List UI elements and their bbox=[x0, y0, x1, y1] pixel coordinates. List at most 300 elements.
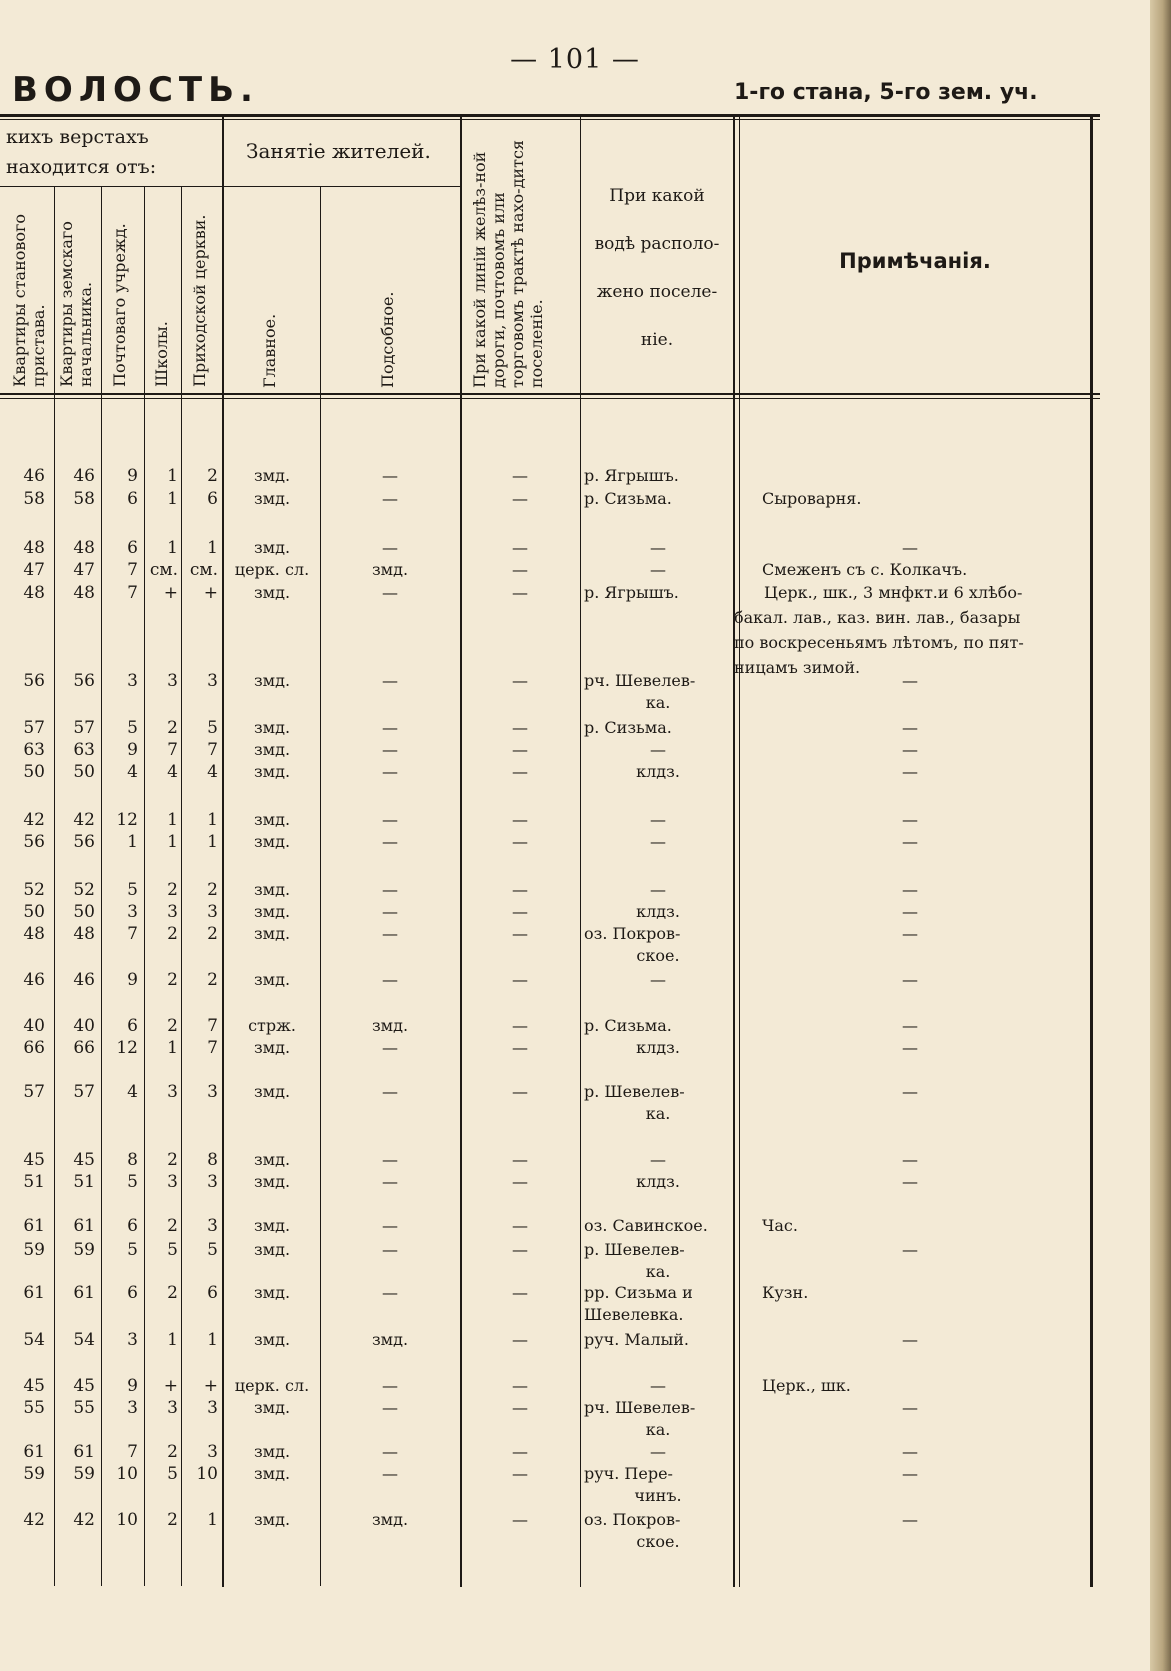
table-cell: 57 bbox=[73, 1082, 95, 1102]
table-cell: 10 bbox=[116, 1510, 138, 1530]
table-cell: — bbox=[512, 924, 528, 943]
table-cell: — bbox=[512, 740, 528, 759]
table-cell: 5 bbox=[127, 1172, 138, 1192]
table-cell: 66 bbox=[73, 1038, 95, 1058]
table-cell: — bbox=[382, 1442, 398, 1461]
table-cell: — bbox=[382, 924, 398, 943]
table-cell: 48 bbox=[73, 538, 95, 558]
water-cell: р. Сизьма. bbox=[584, 718, 672, 737]
table-cell: 50 bbox=[73, 902, 95, 922]
table-cell: змд. bbox=[253, 583, 291, 602]
table-cell: змд. bbox=[253, 740, 291, 759]
table-cell: — bbox=[512, 1376, 528, 1395]
table-cell: змд. bbox=[253, 810, 291, 829]
table-cell: — bbox=[902, 740, 918, 759]
table-cell: — bbox=[512, 1172, 528, 1191]
table-cell: 50 bbox=[73, 762, 95, 782]
table-cell: 55 bbox=[23, 1398, 45, 1418]
table-cell: 63 bbox=[23, 740, 45, 760]
table-cell: 7 bbox=[207, 1038, 218, 1058]
table-cell: 6 bbox=[127, 1016, 138, 1036]
table-cell: змд. bbox=[253, 1464, 291, 1483]
table-cell: 1 bbox=[167, 810, 178, 830]
water-cell: р. Шевелев- bbox=[584, 1082, 685, 1101]
table-cell: 2 bbox=[167, 880, 178, 900]
table-cell: — bbox=[512, 538, 528, 557]
table-cell: 46 bbox=[23, 466, 45, 486]
table-cell: 7 bbox=[127, 583, 138, 603]
table-cell: 7 bbox=[127, 1442, 138, 1462]
table-cell: 12 bbox=[116, 810, 138, 830]
table-cell: 3 bbox=[167, 1082, 178, 1102]
table-cell: — bbox=[902, 718, 918, 737]
table-cell: 3 bbox=[127, 902, 138, 922]
column-rule bbox=[320, 186, 321, 1586]
table-cell: 1 bbox=[167, 489, 178, 509]
table-cell: 6 bbox=[127, 1283, 138, 1303]
table-cell: змд. bbox=[253, 902, 291, 921]
table-cell: змд. bbox=[253, 466, 291, 485]
water-cell: — bbox=[650, 810, 666, 829]
table-cell: — bbox=[382, 1240, 398, 1259]
table-cell: 1 bbox=[207, 1510, 218, 1530]
table-cell: — bbox=[512, 880, 528, 899]
page-number: — 101 — bbox=[510, 44, 640, 75]
table-cell: 5 bbox=[127, 880, 138, 900]
table-cell: змд. bbox=[371, 1016, 409, 1035]
water-cell: клдз. bbox=[636, 762, 680, 781]
table-cell: 1 bbox=[167, 1038, 178, 1058]
table-cell: — bbox=[512, 970, 528, 989]
table-cell: — bbox=[902, 1038, 918, 1057]
table-cell: — bbox=[512, 832, 528, 851]
table-cell: 47 bbox=[73, 560, 95, 580]
table-cell: 61 bbox=[73, 1216, 95, 1236]
distance-group-rule bbox=[0, 186, 222, 187]
water-cell: чинъ. bbox=[634, 1486, 682, 1505]
table-cell: 5 bbox=[167, 1464, 178, 1484]
table-cell: — bbox=[902, 1330, 918, 1349]
table-cell: 7 bbox=[207, 740, 218, 760]
water-cell: р. Сизьма. bbox=[584, 489, 672, 508]
table-cell: — bbox=[512, 1216, 528, 1235]
table-cell: — bbox=[382, 1283, 398, 1302]
column-rule bbox=[222, 117, 224, 1587]
water-cell: р. Ягрышъ. bbox=[584, 583, 679, 602]
table-cell: змд. bbox=[253, 1172, 291, 1191]
water-cell: клдз. bbox=[636, 1038, 680, 1057]
table-cell: 3 bbox=[127, 671, 138, 691]
water-cell: ское. bbox=[636, 946, 680, 965]
table-cell: змд. bbox=[371, 560, 409, 579]
occupation-group-header: Занятіе жителей. bbox=[246, 139, 431, 163]
table-cell: — bbox=[512, 1038, 528, 1057]
table-cell: змд. bbox=[253, 671, 291, 690]
water-cell: руч. Пере- bbox=[584, 1464, 673, 1483]
table-cell: 9 bbox=[127, 466, 138, 486]
table-cell: 56 bbox=[23, 671, 45, 691]
table-cell: — bbox=[382, 1172, 398, 1191]
water-header-line: водѣ располо- bbox=[594, 234, 720, 254]
table-cell: — bbox=[382, 671, 398, 690]
water-cell: руч. Малый. bbox=[584, 1330, 689, 1349]
table-cell: 48 bbox=[73, 924, 95, 944]
table-cell: + bbox=[163, 1376, 178, 1396]
table-cell: 2 bbox=[167, 924, 178, 944]
water-cell: ка. bbox=[645, 1104, 671, 1123]
table-cell: 50 bbox=[23, 762, 45, 782]
table-cell: змд. bbox=[253, 1442, 291, 1461]
water-cell: — bbox=[650, 970, 666, 989]
table-cell: 45 bbox=[23, 1150, 45, 1170]
table-cell: 5 bbox=[127, 1240, 138, 1260]
water-cell: клдз. bbox=[636, 902, 680, 921]
table-cell: змд. bbox=[253, 1082, 291, 1101]
table-cell: — bbox=[382, 810, 398, 829]
table-cell: 42 bbox=[23, 810, 45, 830]
table-cell: церк. сл. bbox=[234, 1376, 310, 1395]
table-cell: — bbox=[382, 583, 398, 602]
table-cell: 2 bbox=[167, 1150, 178, 1170]
column-header-main: Главное. bbox=[260, 313, 279, 388]
table-cell: 6 bbox=[207, 489, 218, 509]
table-cell: 2 bbox=[167, 1216, 178, 1236]
table-cell: 61 bbox=[23, 1216, 45, 1236]
table-cell: 1 bbox=[127, 832, 138, 852]
table-cell: 61 bbox=[73, 1442, 95, 1462]
table-cell: — bbox=[902, 1398, 918, 1417]
column-header-water bbox=[582, 172, 732, 364]
table-cell: 52 bbox=[73, 880, 95, 900]
table-cell: — bbox=[382, 466, 398, 485]
water-cell: ка. bbox=[645, 1262, 671, 1281]
table-cell: 4 bbox=[127, 1082, 138, 1102]
table-cell: — bbox=[902, 924, 918, 943]
table-cell: — bbox=[512, 718, 528, 737]
table-cell: 3 bbox=[207, 1172, 218, 1192]
table-cell: Церк., шк. bbox=[762, 1376, 851, 1395]
column-header-auxiliary: Подсобное. bbox=[378, 291, 397, 388]
table-cell: 5 bbox=[207, 1240, 218, 1260]
table-cell: 10 bbox=[196, 1464, 218, 1484]
table-cell: Кузн. bbox=[762, 1283, 809, 1302]
table-cell: 51 bbox=[73, 1172, 95, 1192]
table-cell: 4 bbox=[167, 762, 178, 782]
table-cell: — bbox=[382, 1376, 398, 1395]
water-cell: ка. bbox=[645, 693, 671, 712]
table-cell: — bbox=[512, 1150, 528, 1169]
water-cell: — bbox=[650, 880, 666, 899]
header-bottom-rule-thin bbox=[0, 398, 1100, 399]
table-cell: — bbox=[382, 902, 398, 921]
table-cell: 3 bbox=[207, 1442, 218, 1462]
table-cell: змд. bbox=[253, 538, 291, 557]
table-cell: 7 bbox=[127, 924, 138, 944]
column-header-church: Приходской церкви. bbox=[190, 214, 209, 387]
page-title: ВОЛОСТЬ. bbox=[12, 70, 259, 110]
table-cell: 4 bbox=[127, 762, 138, 782]
water-header-line: При какой bbox=[609, 186, 705, 206]
column-rule bbox=[460, 117, 462, 1587]
table-cell: 9 bbox=[127, 1376, 138, 1396]
column-header-notes: Примѣчанія. bbox=[839, 249, 991, 273]
table-cell: 61 bbox=[73, 1283, 95, 1303]
long-note-line: Церк., шк., 3 мнфкт.и 6 хлѣбо- bbox=[764, 583, 1023, 602]
water-cell: клдз. bbox=[636, 1172, 680, 1191]
right-table-border bbox=[1090, 117, 1093, 1587]
table-cell: 7 bbox=[207, 1016, 218, 1036]
table-cell: 3 bbox=[127, 1398, 138, 1418]
table-cell: + bbox=[203, 1376, 218, 1396]
table-cell: 5 bbox=[167, 1240, 178, 1260]
water-cell: рч. Шевелев- bbox=[584, 671, 696, 690]
water-cell: оз. Савинское. bbox=[584, 1216, 708, 1235]
table-cell: — bbox=[382, 1082, 398, 1101]
table-cell: 42 bbox=[23, 1510, 45, 1530]
table-cell: 2 bbox=[167, 1510, 178, 1530]
table-cell: — bbox=[512, 1510, 528, 1529]
table-cell: + bbox=[203, 583, 218, 603]
table-cell: 45 bbox=[23, 1376, 45, 1396]
table-cell: 48 bbox=[23, 924, 45, 944]
table-cell: змд. bbox=[253, 718, 291, 737]
table-cell: — bbox=[512, 560, 528, 579]
long-note bbox=[734, 580, 1094, 680]
table-cell: — bbox=[902, 1016, 918, 1035]
table-cell: змд. bbox=[253, 1510, 291, 1529]
table-cell: — bbox=[902, 810, 918, 829]
table-cell: — bbox=[512, 810, 528, 829]
table-cell: 59 bbox=[23, 1464, 45, 1484]
table-cell: 47 bbox=[23, 560, 45, 580]
table-cell: — bbox=[902, 970, 918, 989]
table-cell: — bbox=[512, 1330, 528, 1349]
table-cell: 2 bbox=[207, 880, 218, 900]
table-cell: 56 bbox=[23, 832, 45, 852]
table-cell: 7 bbox=[167, 740, 178, 760]
table-cell: 7 bbox=[127, 560, 138, 580]
table-cell: змд. bbox=[253, 1330, 291, 1349]
header-bottom-rule bbox=[0, 393, 1100, 395]
table-cell: 46 bbox=[73, 466, 95, 486]
table-cell: — bbox=[382, 1038, 398, 1057]
column-rule bbox=[739, 117, 740, 1587]
distance-group-header bbox=[6, 122, 221, 182]
table-cell: — bbox=[512, 1398, 528, 1417]
table-cell: 3 bbox=[207, 902, 218, 922]
top-rule bbox=[0, 114, 1100, 117]
table-cell: 2 bbox=[167, 1442, 178, 1462]
column-rule bbox=[733, 117, 735, 1587]
table-cell: 57 bbox=[23, 1082, 45, 1102]
table-cell: — bbox=[512, 902, 528, 921]
table-cell: змд. bbox=[253, 489, 291, 508]
water-cell: — bbox=[650, 832, 666, 851]
table-cell: змд. bbox=[253, 924, 291, 943]
table-cell: 46 bbox=[23, 970, 45, 990]
table-cell: 6 bbox=[127, 489, 138, 509]
column-header-railway: При какой линіи желѣз-ной дороги, почтовомъ или торговомъ трактѣ нахо-дится поселеніе. bbox=[470, 140, 546, 388]
table-cell: змд. bbox=[253, 970, 291, 989]
table-cell: 6 bbox=[127, 1216, 138, 1236]
table-cell: см. bbox=[189, 560, 218, 580]
water-cell: Шевелевка. bbox=[584, 1305, 684, 1324]
table-cell: 3 bbox=[167, 1172, 178, 1192]
table-cell: 45 bbox=[73, 1150, 95, 1170]
column-header-stanovoy: Квартиры станового пристава. bbox=[10, 213, 48, 387]
table-cell: 45 bbox=[73, 1376, 95, 1396]
table-cell: змд. bbox=[253, 1150, 291, 1169]
table-cell: 2 bbox=[167, 1283, 178, 1303]
water-header-line: жено поселе- bbox=[596, 282, 718, 302]
table-cell: 9 bbox=[127, 740, 138, 760]
water-cell: р. Шевелев- bbox=[584, 1240, 685, 1259]
table-cell: 1 bbox=[167, 538, 178, 558]
water-header-line: ніе. bbox=[640, 330, 674, 350]
water-cell: рч. Шевелев- bbox=[584, 1398, 696, 1417]
table-cell: змд. bbox=[253, 1216, 291, 1235]
table-cell: 8 bbox=[127, 1150, 138, 1170]
table-cell: 3 bbox=[167, 671, 178, 691]
table-cell: 3 bbox=[207, 1398, 218, 1418]
table-cell: 1 bbox=[207, 1330, 218, 1350]
column-header-zemsky: Квартиры земскаго начальника. bbox=[57, 221, 95, 387]
table-cell: — bbox=[902, 538, 918, 557]
table-cell: 55 bbox=[73, 1398, 95, 1418]
distance-group-line2: находится отъ: bbox=[6, 156, 157, 178]
water-cell: ка. bbox=[645, 1420, 671, 1439]
water-cell: — bbox=[650, 740, 666, 759]
table-cell: — bbox=[902, 762, 918, 781]
table-cell: 4 bbox=[207, 762, 218, 782]
table-cell: змд. bbox=[253, 1240, 291, 1259]
table-cell: 42 bbox=[73, 1510, 95, 1530]
table-cell: 57 bbox=[23, 718, 45, 738]
water-cell: ское. bbox=[636, 1532, 680, 1551]
table-cell: 40 bbox=[73, 1016, 95, 1036]
table-cell: — bbox=[902, 1150, 918, 1169]
table-cell: змд. bbox=[253, 1398, 291, 1417]
long-note-line: по воскресеньямъ лѣтомъ, по пят- bbox=[734, 633, 1024, 652]
table-cell: 2 bbox=[207, 924, 218, 944]
occupation-group-rule bbox=[222, 186, 460, 187]
table-cell: — bbox=[902, 1510, 918, 1529]
table-cell: 1 bbox=[167, 1330, 178, 1350]
table-cell: 3 bbox=[167, 902, 178, 922]
column-rule bbox=[580, 117, 581, 1587]
table-cell: 59 bbox=[23, 1240, 45, 1260]
water-cell: р. Ягрышъ. bbox=[584, 466, 679, 485]
table-cell: 61 bbox=[23, 1442, 45, 1462]
table-cell: змд. bbox=[371, 1330, 409, 1349]
table-cell: змд. bbox=[371, 1510, 409, 1529]
table-cell: см. bbox=[149, 560, 178, 580]
table-cell: — bbox=[382, 1150, 398, 1169]
water-cell: р. Сизьма. bbox=[584, 1016, 672, 1035]
table-cell: 54 bbox=[23, 1330, 45, 1350]
table-cell: 1 bbox=[207, 832, 218, 852]
table-cell: 2 bbox=[167, 970, 178, 990]
table-cell: 10 bbox=[116, 1464, 138, 1484]
table-cell: 6 bbox=[207, 1283, 218, 1303]
table-cell: змд. bbox=[253, 1283, 291, 1302]
table-cell: 3 bbox=[207, 1082, 218, 1102]
table-cell: 59 bbox=[73, 1240, 95, 1260]
table-cell: — bbox=[512, 1082, 528, 1101]
table-cell: змд. bbox=[253, 1038, 291, 1057]
table-cell: — bbox=[382, 538, 398, 557]
table-cell: 3 bbox=[167, 1398, 178, 1418]
table-cell: — bbox=[512, 1283, 528, 1302]
column-header-school: Школы. bbox=[152, 321, 171, 387]
long-note-line: ницамъ зимой. bbox=[734, 658, 861, 677]
table-cell: 52 bbox=[23, 880, 45, 900]
table-cell: — bbox=[512, 1464, 528, 1483]
table-cell: — bbox=[902, 1172, 918, 1191]
water-cell: рр. Сизьма и bbox=[584, 1283, 693, 1302]
table-cell: — bbox=[512, 489, 528, 508]
table-cell: 3 bbox=[207, 671, 218, 691]
table-cell: стрж. bbox=[248, 1016, 296, 1035]
water-cell: — bbox=[650, 1150, 666, 1169]
table-cell: 9 bbox=[127, 970, 138, 990]
table-cell: — bbox=[382, 1398, 398, 1417]
table-cell: + bbox=[163, 583, 178, 603]
column-header-post: Почтоваго учрежд. bbox=[110, 223, 129, 387]
table-cell: 6 bbox=[127, 538, 138, 558]
table-cell: — bbox=[382, 832, 398, 851]
table-cell: 2 bbox=[167, 1016, 178, 1036]
table-cell: змд. bbox=[253, 832, 291, 851]
table-cell: Сыроварня. bbox=[762, 489, 862, 508]
table-cell: — bbox=[902, 832, 918, 851]
water-cell: — bbox=[650, 1376, 666, 1395]
table-cell: 59 bbox=[73, 1464, 95, 1484]
water-cell: — bbox=[650, 538, 666, 557]
table-cell: — bbox=[382, 1464, 398, 1483]
table-cell: — bbox=[512, 466, 528, 485]
table-cell: 5 bbox=[127, 718, 138, 738]
table-cell: 66 bbox=[23, 1038, 45, 1058]
table-cell: Смеженъ съ с. Колкачъ. bbox=[762, 560, 968, 579]
table-cell: 12 bbox=[116, 1038, 138, 1058]
table-cell: 58 bbox=[73, 489, 95, 509]
table-cell: — bbox=[382, 880, 398, 899]
table-cell: — bbox=[512, 1240, 528, 1259]
table-cell: 1 bbox=[167, 466, 178, 486]
table-cell: — bbox=[902, 1082, 918, 1101]
table-cell: 40 bbox=[23, 1016, 45, 1036]
table-cell: 48 bbox=[23, 583, 45, 603]
water-cell: оз. Покров- bbox=[584, 924, 681, 943]
top-rule-thin bbox=[0, 119, 1100, 120]
water-cell: — bbox=[650, 1442, 666, 1461]
table-cell: 48 bbox=[73, 583, 95, 603]
table-cell: 58 bbox=[23, 489, 45, 509]
section-label: 1-го стана, 5-го зем. уч. bbox=[734, 80, 1038, 105]
table-cell: 8 bbox=[207, 1150, 218, 1170]
table-cell: 50 bbox=[23, 902, 45, 922]
table-cell: 1 bbox=[207, 538, 218, 558]
table-cell: — bbox=[382, 762, 398, 781]
table-cell: 56 bbox=[73, 671, 95, 691]
distance-group-line1: кихъ верстахъ bbox=[6, 126, 149, 148]
table-cell: змд. bbox=[253, 880, 291, 899]
table-cell: — bbox=[512, 1016, 528, 1035]
table-cell: 56 bbox=[73, 832, 95, 852]
table-cell: 1 bbox=[207, 810, 218, 830]
water-cell: оз. Покров- bbox=[584, 1510, 681, 1529]
